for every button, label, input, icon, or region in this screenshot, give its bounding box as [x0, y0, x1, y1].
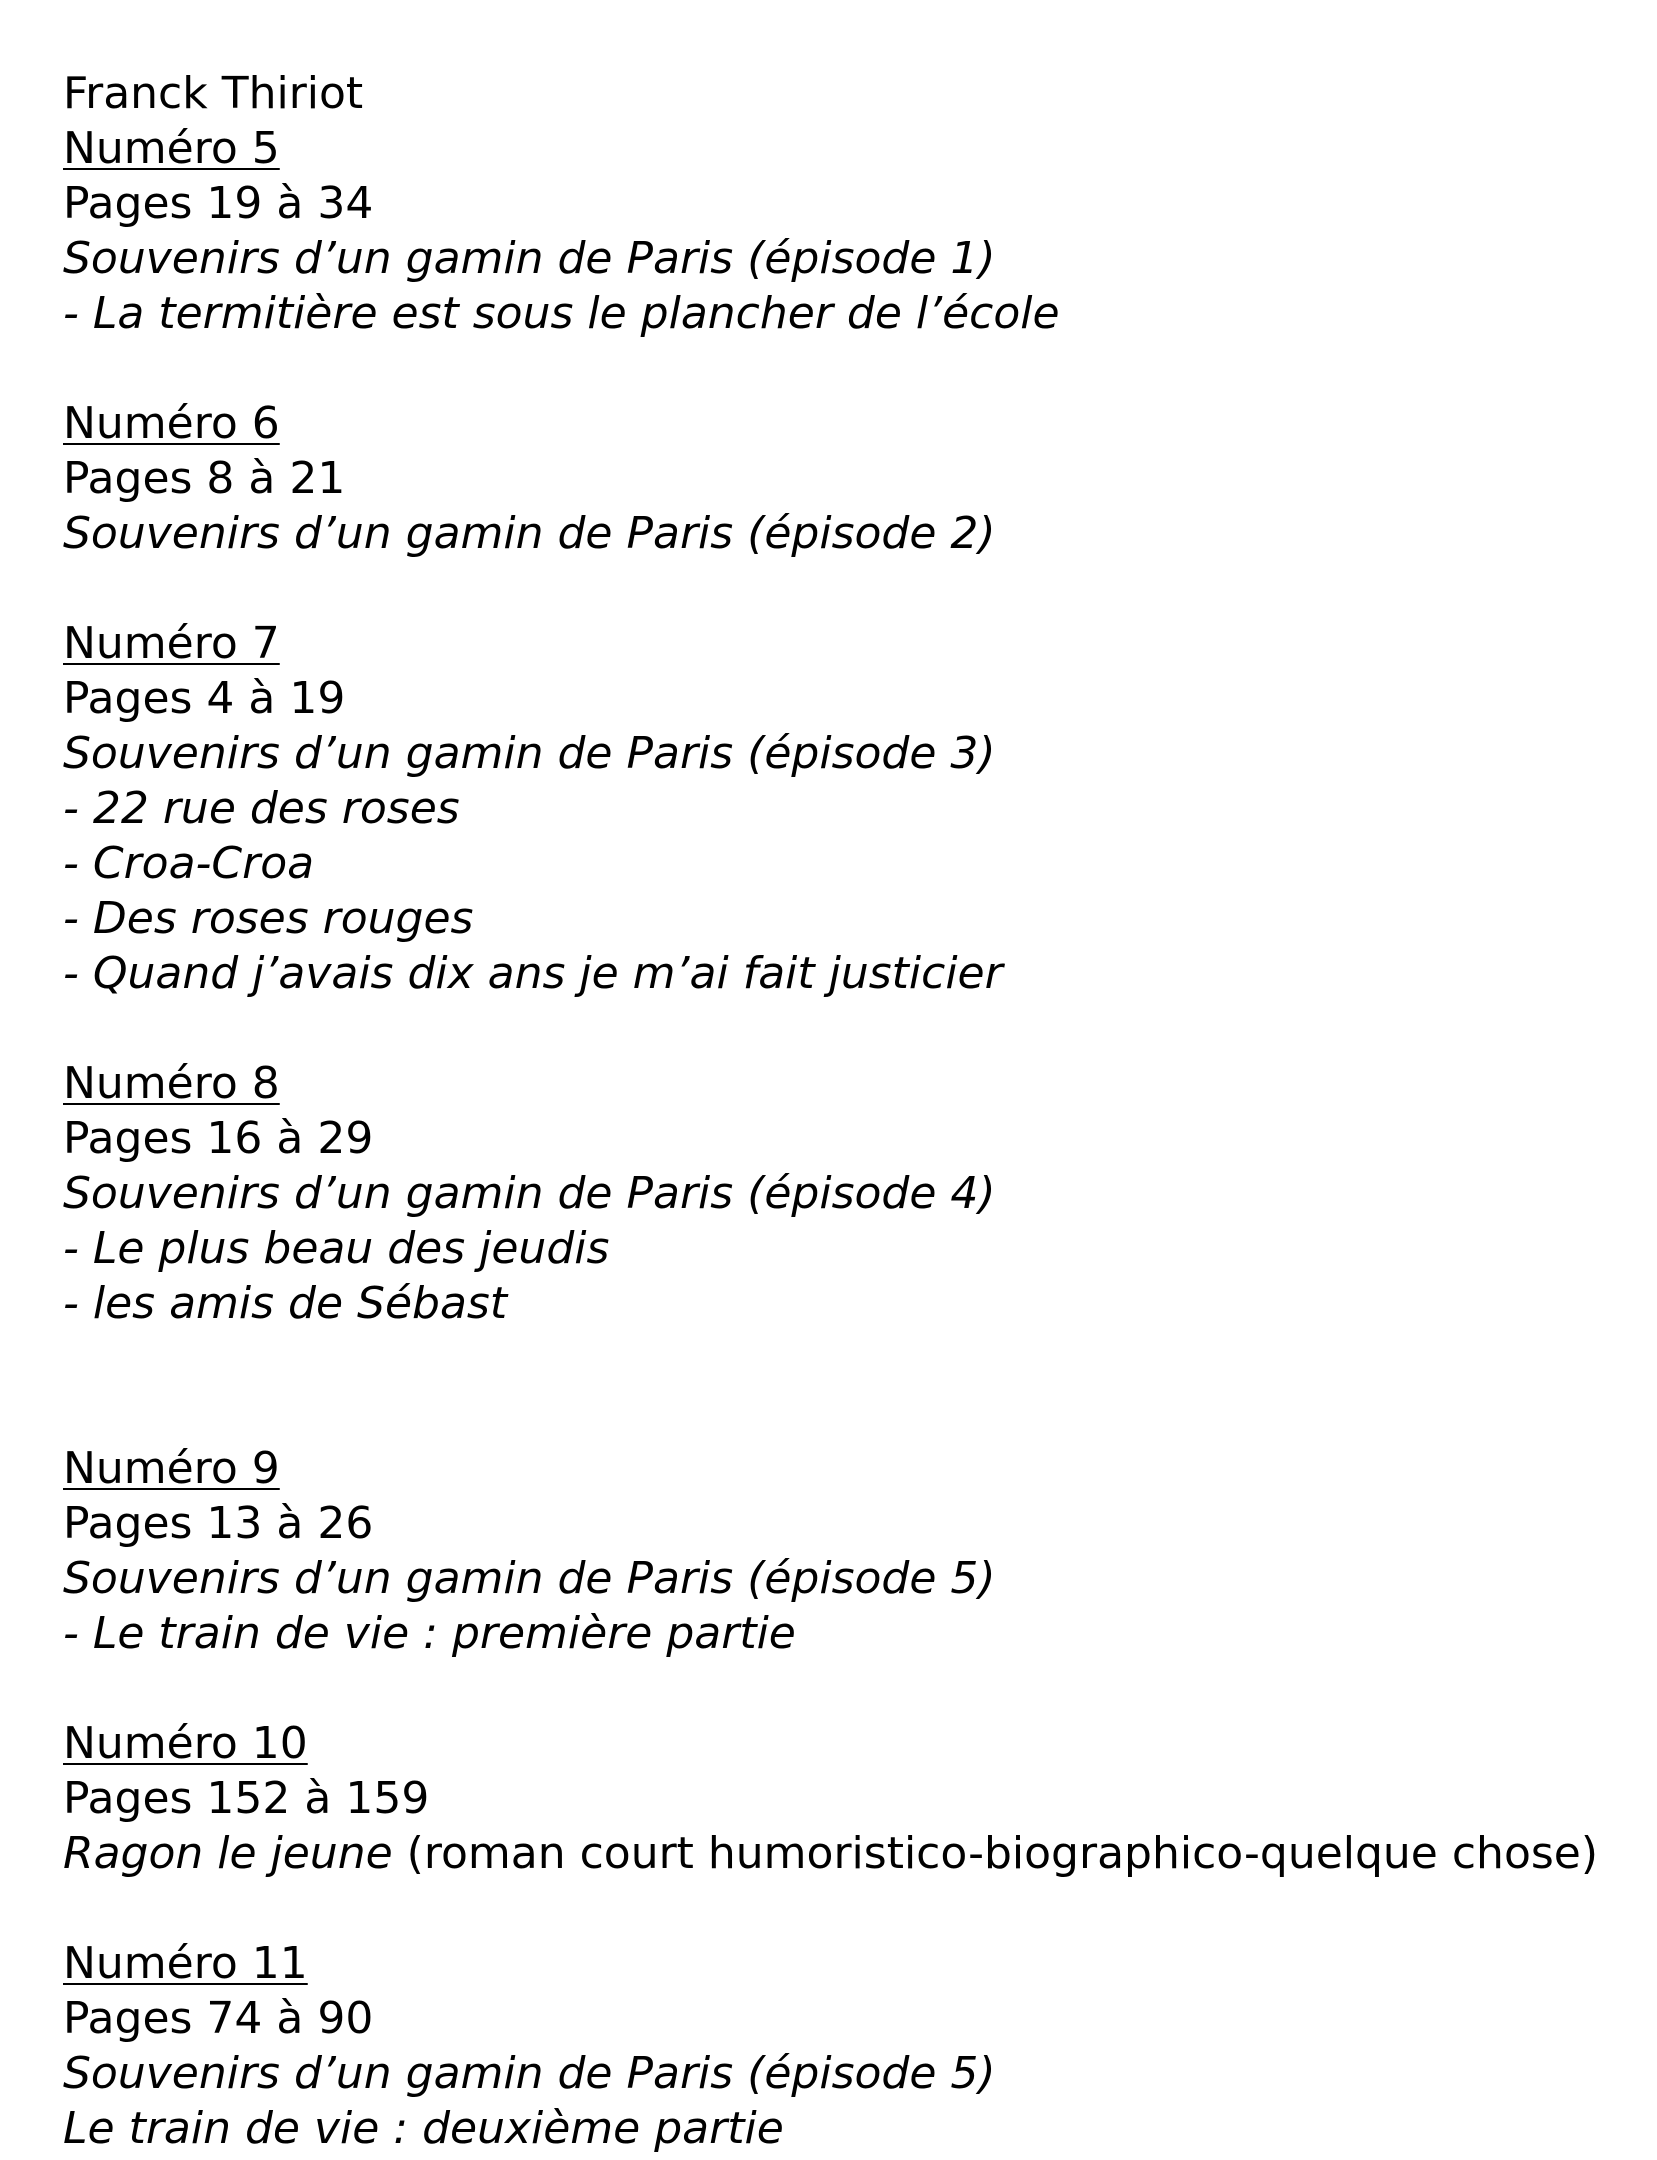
issue-number: Numéro 9	[63, 1443, 280, 1494]
issue-number: Numéro 11	[63, 1938, 308, 1989]
issue-pages: Pages 13 à 26	[63, 1498, 374, 1549]
issue-block	[63, 121, 1623, 341]
issue-series: Souvenirs d’un gamin de Paris (épisode 3)	[63, 728, 996, 779]
spacer	[63, 1881, 1623, 1936]
spacer	[63, 1001, 1623, 1056]
issue-number: Numéro 10	[63, 1718, 308, 1769]
issue-series: Souvenirs d’un gamin de Paris (épisode 1)	[63, 233, 996, 284]
issue-pages: Pages 8 à 21	[63, 453, 346, 504]
issue-item: - Croa-Croa	[63, 838, 315, 889]
issue-pages: Pages 19 à 34	[63, 178, 374, 229]
author-name: Franck Thiriot	[63, 68, 364, 119]
issue-block	[63, 1441, 1623, 1661]
issue-item: - Des roses rouges	[63, 893, 474, 944]
issue-item: - Le plus beau des jeudis	[63, 1223, 610, 1274]
issue-number: Numéro 7	[63, 618, 280, 669]
issue-block	[63, 616, 1623, 1001]
issue-item: - La termitière est sous le plancher de l’école	[63, 288, 1060, 339]
issue-series: Souvenirs d’un gamin de Paris (épisode 5)	[63, 2048, 996, 2099]
issue-pages: Pages 152 à 159	[63, 1773, 430, 1824]
spacer	[63, 561, 1623, 616]
issue-item: - les amis de Sébast	[63, 1278, 508, 1329]
issue-block	[63, 396, 1623, 561]
issue-series: Souvenirs d’un gamin de Paris (épisode 4)	[63, 1168, 996, 1219]
issue-block	[63, 1936, 1623, 2156]
issue-number: Numéro 6	[63, 398, 280, 449]
issue-pages: Pages 4 à 19	[63, 673, 346, 724]
spacer	[63, 1331, 1623, 1441]
issue-number: Numéro 5	[63, 123, 280, 174]
spacer	[63, 1661, 1623, 1716]
issue-block	[63, 1056, 1623, 1331]
issue-series-title: Ragon le jeune	[63, 1828, 393, 1879]
issue-pages: Pages 74 à 90	[63, 1993, 374, 2044]
issue-series-description: (roman court humoristico-biographico-quelque chose)	[392, 1828, 1599, 1879]
issue-pages: Pages 16 à 29	[63, 1113, 374, 1164]
issue-block	[63, 1716, 1623, 1881]
spacer	[63, 341, 1623, 396]
issue-series: Souvenirs d’un gamin de Paris (épisode 2)	[63, 508, 996, 559]
issue-series: Souvenirs d’un gamin de Paris (épisode 5)	[63, 1553, 996, 1604]
issue-item: - 22 rue des roses	[63, 783, 460, 834]
issue-item: Le train de vie : deuxième partie	[63, 2103, 784, 2154]
issue-item: - Quand j’avais dix ans je m’ai fait justicier	[63, 948, 1003, 999]
issue-item: - Le train de vie : première partie	[63, 1608, 796, 1659]
issue-number: Numéro 8	[63, 1058, 280, 1109]
document-page	[63, 66, 1623, 2156]
issue-series	[63, 1826, 1623, 1881]
